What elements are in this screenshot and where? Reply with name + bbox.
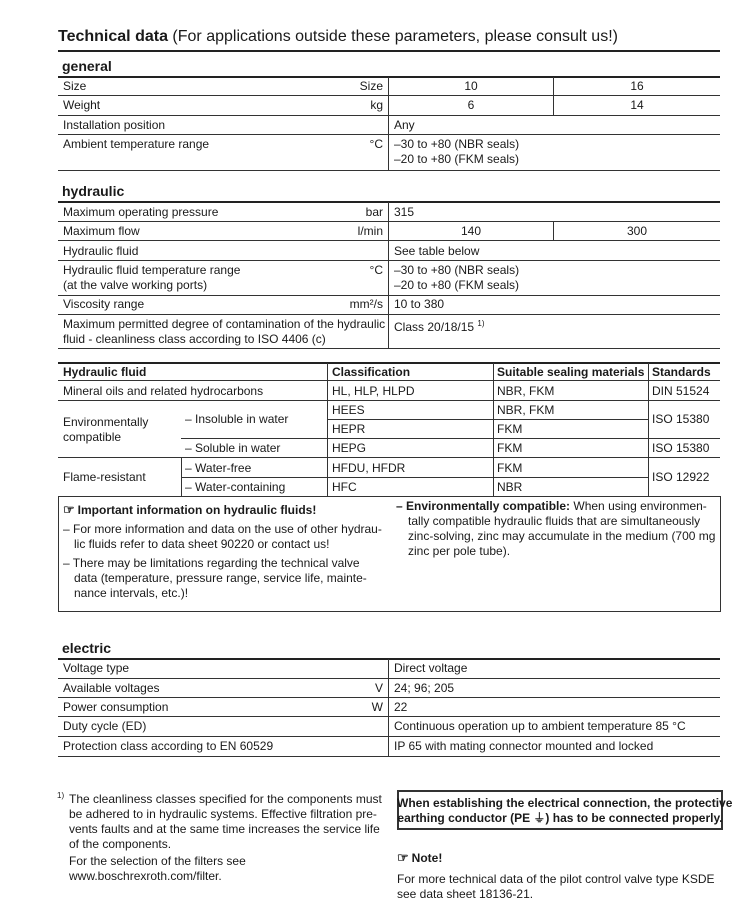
mineral-name: Mineral oils and related hydrocarbons bbox=[63, 384, 264, 398]
env-note-l2: tally compatible hydraulic fluids that are simultaneously bbox=[408, 514, 701, 528]
divider bbox=[58, 314, 720, 315]
mineral-std: DIN 51524 bbox=[652, 384, 710, 398]
note-2: – There may be limitations regarding the technical valve bbox=[63, 556, 360, 570]
protection-label: Protection class according to EN 60529 bbox=[63, 739, 274, 753]
note-1: – For more information and data on the use of other hydrau- bbox=[63, 522, 382, 536]
divider bbox=[58, 115, 720, 116]
note-l1: For more technical data of the pilot control valve type KSDE bbox=[397, 872, 715, 886]
env-note-l3: zinc-solving, zinc may accumulate in the medium (700 mg bbox=[408, 529, 716, 543]
size-unit: Size bbox=[359, 79, 383, 93]
divider bbox=[648, 363, 649, 496]
contamination-value: Class 20/18/15 $^{1)}$ bbox=[394, 319, 485, 334]
divider bbox=[181, 477, 648, 478]
weight-16: 14 bbox=[630, 98, 644, 112]
temp-label-sub: (at the valve working ports) bbox=[63, 278, 208, 292]
divider bbox=[58, 348, 720, 349]
divider bbox=[58, 457, 720, 458]
divider bbox=[58, 736, 720, 737]
col-standards: Standards bbox=[652, 365, 711, 379]
available-voltages-label: Available voltages bbox=[63, 681, 160, 695]
fluid-value: See table below bbox=[394, 244, 480, 258]
install-label: Installation position bbox=[63, 118, 166, 132]
warning-l2: earthing conductor (PE ⏚) has to be connected properly. bbox=[397, 811, 723, 825]
pressure-value: 315 bbox=[394, 205, 415, 219]
duty-value: Continuous operation up to ambient temperature 85 °C bbox=[394, 719, 686, 733]
flow-16: 300 bbox=[626, 224, 648, 238]
size-label: Size bbox=[63, 79, 87, 93]
footnote-l3: vents faults and at the same time increases the service life bbox=[69, 822, 380, 836]
note-l2: see data sheet 18136-21. bbox=[397, 887, 534, 901]
footnote-l5: For the selection of the filters see bbox=[69, 854, 246, 868]
size-10: 10 bbox=[464, 79, 478, 93]
temp-value-nbr: –30 to +80 (NBR seals) bbox=[394, 263, 520, 277]
flow-10: 140 bbox=[460, 224, 482, 238]
ambient-label: Ambient temperature range bbox=[63, 137, 210, 151]
divider bbox=[58, 716, 720, 717]
hepg-seal: FKM bbox=[497, 441, 523, 455]
available-voltages-unit: V bbox=[374, 681, 383, 695]
size-16: 16 bbox=[630, 79, 644, 93]
weight-label: Weight bbox=[63, 98, 101, 112]
divider bbox=[58, 221, 720, 222]
ambient-value-nbr: –30 to +80 (NBR seals) bbox=[394, 137, 520, 151]
divider bbox=[58, 76, 720, 78]
insoluble-label: – Insoluble in water bbox=[185, 412, 289, 426]
flame-std: ISO 12922 bbox=[652, 470, 710, 484]
pressure-unit: bar bbox=[365, 205, 383, 219]
footnote-mark: 1) bbox=[57, 791, 65, 800]
electric-heading: electric bbox=[62, 640, 112, 656]
divider bbox=[58, 697, 720, 698]
protection-value: IP 65 with mating connector mounted and locked bbox=[394, 739, 654, 753]
viscosity-value: 10 to 380 bbox=[394, 297, 445, 311]
install-value: Any bbox=[394, 118, 415, 132]
notes-heading: ☞ Important information on hydraulic fluids! bbox=[63, 502, 317, 517]
divider bbox=[181, 438, 720, 439]
warning-l1: When establishing the electrical connection, the protective bbox=[397, 796, 733, 810]
pointing-hand-icon: ☞ bbox=[63, 502, 75, 517]
hydraulic-heading: hydraulic bbox=[62, 183, 125, 199]
divider bbox=[58, 295, 720, 296]
pressure-label: Maximum operating pressure bbox=[63, 205, 219, 219]
flow-unit: l/min bbox=[357, 224, 383, 238]
mineral-seal: NBR, FKM bbox=[497, 384, 555, 398]
divider bbox=[58, 201, 720, 203]
hepg-class: HEPG bbox=[332, 441, 367, 455]
mineral-class: HL, HLP, HLPD bbox=[332, 384, 415, 398]
flow-label: Maximum flow bbox=[63, 224, 140, 238]
title-rule bbox=[58, 50, 720, 52]
env-label: Environmentally bbox=[63, 415, 149, 429]
voltage-type-label: Voltage type bbox=[63, 661, 130, 675]
divider bbox=[58, 380, 720, 381]
env-note-l4: zinc per pole tube). bbox=[408, 544, 511, 558]
viscosity-unit: mm²/s bbox=[349, 297, 383, 311]
fluid-label: Hydraulic fluid bbox=[63, 244, 139, 258]
divider bbox=[58, 134, 720, 135]
temp-unit: °C bbox=[369, 263, 383, 277]
ambient-unit: °C bbox=[369, 137, 383, 151]
power-value: 22 bbox=[394, 700, 408, 714]
contamination-label-sub: fluid - cleanliness class according to ISO 4406 (c) bbox=[63, 332, 326, 346]
divider bbox=[58, 260, 720, 261]
insoluble-std: ISO 15380 bbox=[652, 412, 710, 426]
divider bbox=[327, 419, 648, 420]
hfc-seal: NBR bbox=[497, 480, 523, 494]
col-hydraulic-fluid: Hydraulic fluid bbox=[63, 365, 147, 379]
divider bbox=[58, 170, 720, 171]
water-free-label: – Water-free bbox=[185, 461, 252, 475]
footnote-l4: of the components. bbox=[69, 837, 172, 851]
temp-label: Hydraulic fluid temperature range bbox=[63, 263, 241, 277]
hfdu-class: HFDU, HFDR bbox=[332, 461, 406, 475]
divider bbox=[58, 400, 720, 401]
voltage-type-value: Direct voltage bbox=[394, 661, 468, 675]
divider bbox=[388, 659, 389, 756]
available-voltages-value: 24; 96; 205 bbox=[394, 681, 455, 695]
col-classification: Classification bbox=[332, 365, 411, 379]
divider bbox=[58, 362, 720, 364]
footnote-l2: be adhered to in hydraulic systems. Effective filtration pre- bbox=[69, 807, 377, 821]
divider bbox=[58, 240, 720, 241]
pointing-hand-icon: ☞ bbox=[397, 850, 409, 865]
weight-10: 6 bbox=[467, 98, 475, 112]
weight-unit: kg bbox=[370, 98, 383, 112]
temp-value-fkm: –20 to +80 (FKM seals) bbox=[394, 278, 520, 292]
viscosity-label: Viscosity range bbox=[63, 297, 145, 311]
general-heading: general bbox=[62, 58, 112, 74]
power-label: Power consumption bbox=[63, 700, 169, 714]
note-2-cont: data (temperature, pressure range, service life, mainte- bbox=[74, 571, 367, 585]
hees-seal: NBR, FKM bbox=[497, 403, 555, 417]
footnote-link: www.boschrexroth.com/filter. bbox=[69, 869, 222, 883]
divider bbox=[58, 95, 720, 96]
page-title: Technical data (For applications outside these parameters, please consult us!) bbox=[58, 28, 618, 45]
divider bbox=[58, 678, 720, 679]
power-unit: W bbox=[371, 700, 383, 714]
note-2-cont2: nance intervals, etc.)! bbox=[74, 586, 189, 600]
hepr-seal: FKM bbox=[497, 422, 523, 436]
col-sealing: Suitable sealing materials bbox=[497, 365, 645, 379]
footnote-l1: The cleanliness classes specified for the components must bbox=[69, 792, 382, 806]
ambient-value-fkm: –20 to +80 (FKM seals) bbox=[394, 152, 520, 166]
hepr-class: HEPR bbox=[332, 422, 366, 436]
hees-class: HEES bbox=[332, 403, 365, 417]
hfdu-seal: FKM bbox=[497, 461, 523, 475]
note-1-cont: lic fluids refer to data sheet 90220 or contact us! bbox=[74, 537, 330, 551]
water-containing-label: – Water-containing bbox=[185, 480, 286, 494]
env-label-sub: compatible bbox=[63, 430, 122, 444]
divider bbox=[58, 756, 720, 757]
contamination-label: Maximum permitted degree of contamination of the hydraulic bbox=[63, 317, 386, 331]
note-heading: ☞ Note! bbox=[397, 850, 443, 865]
divider bbox=[58, 658, 720, 660]
soluble-label: – Soluble in water bbox=[185, 441, 281, 455]
env-note: – Environmentally compatible: When using environmen- bbox=[396, 499, 707, 513]
hfc-class: HFC bbox=[332, 480, 357, 494]
soluble-std: ISO 15380 bbox=[652, 441, 710, 455]
duty-label: Duty cycle (ED) bbox=[63, 719, 147, 733]
flame-label: Flame-resistant bbox=[63, 470, 146, 484]
